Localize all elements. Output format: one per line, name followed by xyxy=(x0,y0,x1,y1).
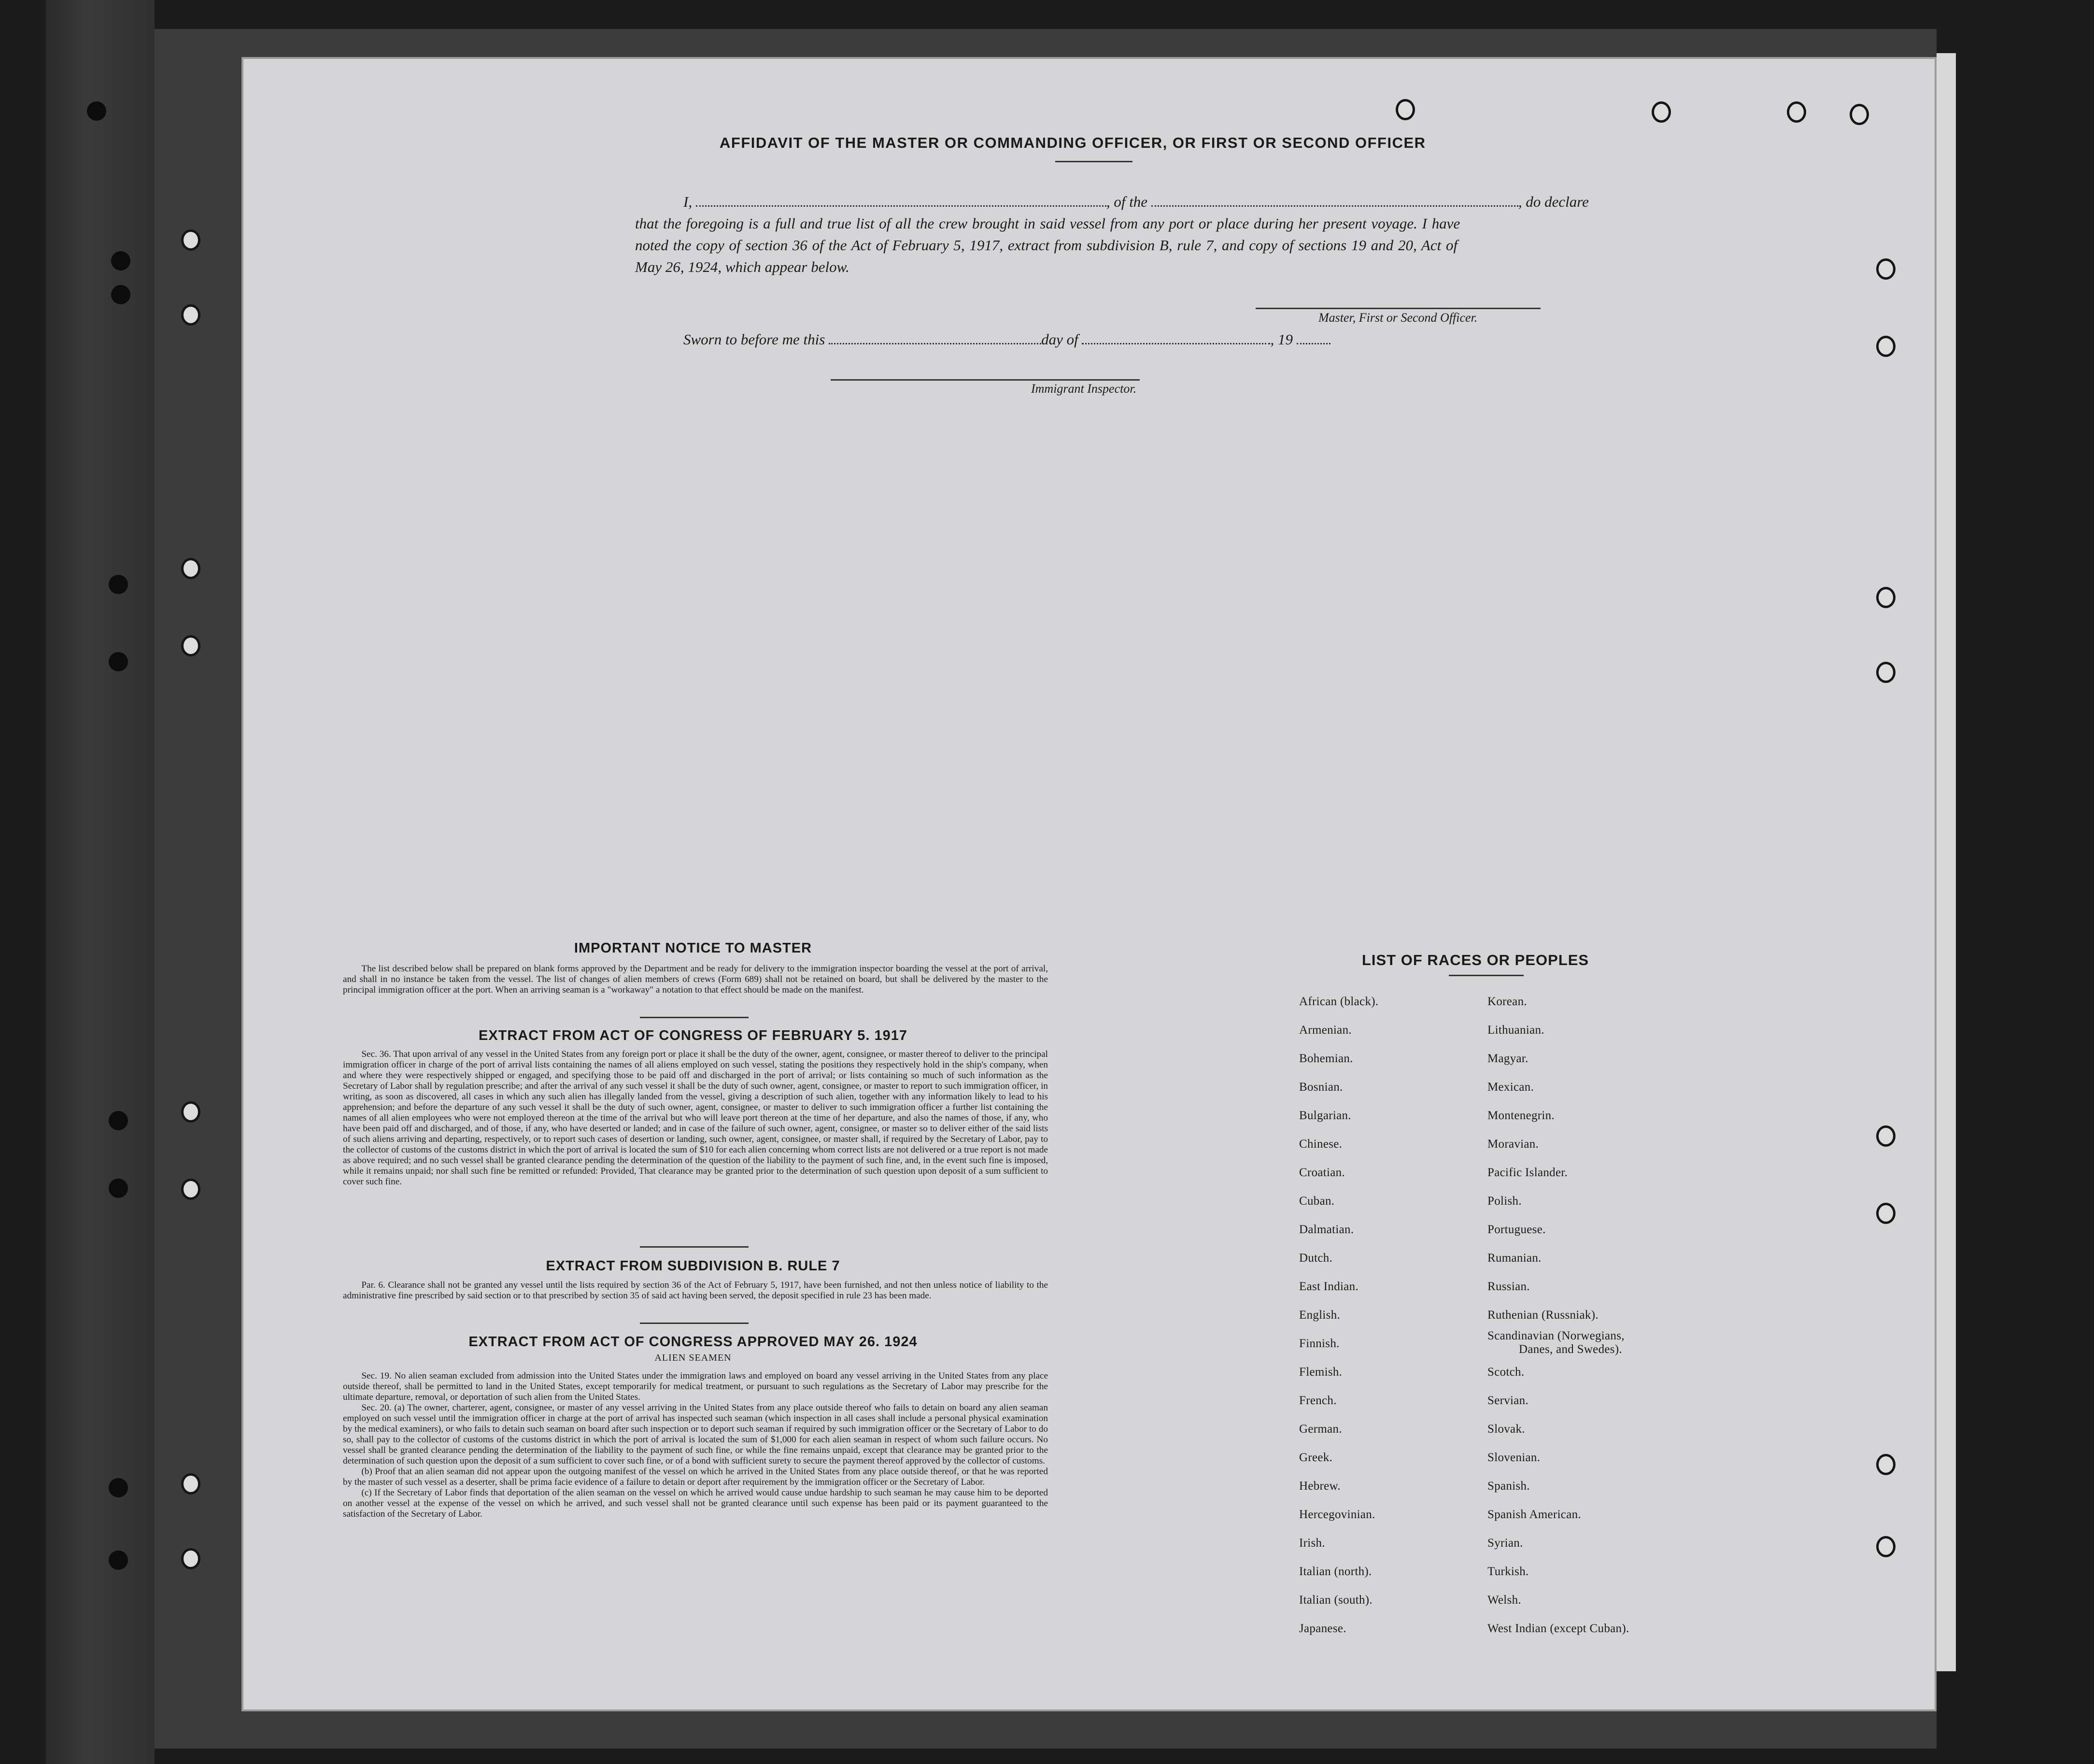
punch-hole xyxy=(1850,104,1869,125)
race-item: Chinese. xyxy=(1299,1138,1343,1151)
extract-rule7-rule xyxy=(640,1323,749,1324)
race-item: Lithuanian. xyxy=(1487,1024,1544,1037)
binder-hole xyxy=(111,251,130,270)
race-item: Dutch. xyxy=(1299,1252,1333,1265)
extract-1924-subtitle: ALIEN SEAMEN xyxy=(654,1352,732,1363)
declaration-line-2: that the foregoing is a full and true list of all the crew brought in said vessel from any port or place during her present voyage. I have xyxy=(635,215,1460,232)
binder-hole xyxy=(181,1101,200,1123)
declaration-prefix: I, xyxy=(683,193,693,210)
binder-hole xyxy=(109,575,128,594)
declaration-line-1 xyxy=(683,193,1589,211)
binder-hole xyxy=(87,101,106,121)
sworn-year: , 19 xyxy=(1270,331,1293,348)
binder-hole xyxy=(181,1473,200,1494)
master-caption: Master, First or Second Officer. xyxy=(1318,311,1478,325)
race-item: West Indian (except Cuban). xyxy=(1487,1622,1629,1635)
race-item: Croatian. xyxy=(1299,1166,1345,1179)
race-item: Syrian. xyxy=(1487,1536,1523,1550)
name-blank xyxy=(696,195,1106,207)
sworn-date-blank xyxy=(829,332,1041,344)
race-item: Japanese. xyxy=(1299,1622,1346,1635)
declaration-line-3: noted the copy of section 36 of the Act of February 5, 1917, extract from subdivision B, rule 7, and copy of sections 19 and 20, Act of xyxy=(635,237,1458,254)
binder-hole xyxy=(181,229,200,251)
binder-hole xyxy=(109,1179,128,1198)
race-item: Scotch. xyxy=(1487,1366,1525,1379)
binder-strip xyxy=(46,0,155,1764)
notice-title: IMPORTANT NOTICE TO MASTER xyxy=(574,940,812,956)
race-item: Servian. xyxy=(1487,1394,1529,1407)
binder-hole xyxy=(181,558,200,579)
race-item: French. xyxy=(1299,1394,1337,1407)
binder-hole xyxy=(181,1179,200,1200)
declaration-of-the: , of the xyxy=(1106,193,1148,210)
punch-hole xyxy=(1652,101,1671,123)
race-item: Russian. xyxy=(1487,1280,1530,1293)
binder-hole xyxy=(181,304,200,326)
extract-rule7-body: Par. 6. Clearance shall not be granted any vessel until the lists required by section 36 of the Act of February 5, 1917, have been furnished, and not then unless notice of liability to the administrative fine prescribed by said section or to that prescribed by section 35 of said act having been served, the deposit specified in rule 23 has been made. xyxy=(343,1280,1048,1301)
extract-1917-rule xyxy=(640,1246,749,1248)
extract-1924-title: EXTRACT FROM ACT OF CONGRESS APPROVED MAY 26. 1924 xyxy=(468,1334,918,1350)
race-item: Turkish. xyxy=(1487,1565,1529,1578)
extract-1917-body: Sec. 36. That upon arrival of any vessel in the United States from any foreign port or place it shall be the duty of the owner, agent, consignee, or master thereof to deliver to the principal immigration officer in charge of the port of arrival lists containing the names of all aliens employed on such vessel, stating the positions they respectively hold in the ship's company, when and where they were respectively shipped or engaged, and specifying those to be paid off and discharged in the port of arrival; or lists containing so much of such information as the Secretary of Labor shall by regulation prescribe; and after the arrival of any such vessel it shall be the duty of such owner, agent, consignee, or master to report to such immigration officer, in writing, as soon as discovered, all cases in which any such alien has illegally landed from the vessel, giving a description of such alien, together with any information likely to lead to his apprehension; and before the departure of any such vessel it shall be the duty of such owner, agent, consignee, or master to deliver to such immigration officer a further list containing the names of all alien employees who were not employed thereon at the time of the arrival but who will leave port thereon at the time of her departure, and also the names of those, if any, who have been paid off and discharged, and of those, if any, who have deserted or landed; and in case of the failure of such owner, agent, consignee, or master so to deliver either of the said lists of such aliens arriving and departing, respectively, or to report such cases of desertion or landing, such owner, agent, consignee, or master shall, if required by the Secretary of Labor, pay to the collector of customs of the customs district in which the port of arrival is located the sum of $10 for each alien concerning whom correct lists are not delivered or a true report is not made as above required; and no such vessel shall be granted clearance pending the determination of the question of the liability to the payment of such fine, and, in the event such fine is imposed, while it remains unpaid; nor shall such fine be remitted or refunded: Provided, That clearance may be granted prior to the determination of such question upon deposit of a sum sufficient to cover such fine. xyxy=(343,1049,1048,1187)
punch-hole xyxy=(1876,662,1896,683)
punch-hole xyxy=(1876,336,1896,357)
binder-hole xyxy=(109,1111,128,1130)
race-item: Polish. xyxy=(1487,1195,1522,1208)
sec-20a-text: Sec. 20. (a) The owner, charterer, agent, consignee, or master of any vessel arriving in the United States from any place outside thereof who fails to detain on board any alien seaman employed on such vessel until the immigration officer in charge at the port of arrival has inspected such seaman (which inspection in all cases shall include a personal physical examination by the medical examiners), or who fails to detain such seaman on board after such inspection or to deport such seaman if required by such immigration officer or the Secretary of Labor to do so, shall pay to the collector of customs of the customs district in which the port of arrival is located the sum of $1,000 for each alien seaman in respect of whom such failure occurs. No vessel shall be granted clearance pending the determination of the liability to the payment of such fine, or while the fine remains unpaid, except that clearance may be granted prior to the determination of such question upon the deposit of a sum sufficient to cover such fine, or of a bond with sufficient surety to secure the payment thereof approved by the collector of customs. xyxy=(343,1403,1048,1466)
race-item: Welsh. xyxy=(1487,1593,1521,1607)
inspector-caption: Immigrant Inspector. xyxy=(1031,382,1137,396)
back-sheet-edge xyxy=(1937,53,1956,1671)
extract-1917-title: EXTRACT FROM ACT OF CONGRESS OF FEBRUARY 5. 1917 xyxy=(478,1028,908,1043)
race-item: Greek. xyxy=(1299,1451,1333,1464)
race-item: Pacific Islander. xyxy=(1487,1166,1568,1179)
race-item: Hebrew. xyxy=(1299,1479,1341,1493)
race-item: Ruthenian (Russniak). xyxy=(1487,1309,1599,1322)
race-item: Rumanian. xyxy=(1487,1252,1542,1265)
title-rule xyxy=(1055,161,1132,162)
punch-hole xyxy=(1876,1203,1896,1224)
punch-hole xyxy=(1396,99,1415,120)
binder-hole xyxy=(109,652,128,671)
notice-rule xyxy=(640,1017,749,1018)
extract-1924-body xyxy=(343,1371,1048,1520)
race-item: German. xyxy=(1299,1423,1342,1436)
race-item: Magyar. xyxy=(1487,1052,1528,1065)
punch-hole xyxy=(1876,1454,1896,1475)
sec-20b-text: (b) Proof that an alien seaman did not appear upon the outgoing manifest of the vessel on which he arrived in the United States from any place outside thereof, or that he was reported by the master of such vessel as a deserter, shall be prima facie evidence of a failure to detain or deport after requirement by the immigration officer or the Secretary of Labor. xyxy=(343,1466,1048,1487)
sec-19-text: Sec. 19. No alien seaman excluded from admission into the United States under the immigration laws and employed on board any vessel arriving in the United States from any place outside thereof, shall be permitted to land in the United States, except temporarily for medical treatment, or pursuant to such regulations as the Secretary of Labor may prescribe for the ultimate departure, removal, or deportation of such alien from the United States. xyxy=(343,1371,1048,1402)
race-item: Hercegovinian. xyxy=(1299,1508,1375,1521)
race-item: English. xyxy=(1299,1309,1341,1322)
race-item: Dalmatian. xyxy=(1299,1223,1354,1236)
race-item: Cuban. xyxy=(1299,1195,1335,1208)
race-item: East Indian. xyxy=(1299,1280,1359,1293)
declaration-line-4: May 26, 1924, which appear below. xyxy=(635,258,849,275)
affidavit-title: AFFIDAVIT OF THE MASTER OR COMMANDING OFFICER, OR FIRST OR SECOND OFFICER xyxy=(720,134,1426,151)
race-item: Armenian. xyxy=(1299,1024,1352,1037)
race-item: Slovenian. xyxy=(1487,1451,1541,1464)
sworn-day: day of xyxy=(1041,331,1078,348)
race-item: Montenegrin. xyxy=(1487,1109,1555,1122)
race-item: Portuguese. xyxy=(1487,1223,1546,1236)
race-item: Mexican. xyxy=(1487,1081,1534,1094)
race-item: African (black). xyxy=(1299,995,1379,1008)
punch-hole xyxy=(1787,101,1806,123)
binder-hole xyxy=(109,1478,128,1497)
race-item: Slovak. xyxy=(1487,1423,1525,1436)
binder-hole xyxy=(181,635,200,656)
notice-body: The list described below shall be prepared on blank forms approved by the Department and be ready for delivery to the immigration inspector boarding the vessel at the port of arrival, and shall in no instance be taken from the vessel. The list of changes of alien members of crews (Form 689) shall not be retained on board, but shall be delivered by the master to the principal immigration officer at the port. When an arriving seaman is a "workaway" a notation to that effect should be made on the manifest. xyxy=(343,964,1048,995)
punch-hole xyxy=(1876,1125,1896,1147)
extract-rule7-title: EXTRACT FROM SUBDIVISION B. RULE 7 xyxy=(546,1258,840,1274)
races-title: LIST OF RACES OR PEOPLES xyxy=(1362,952,1589,968)
sworn-line xyxy=(683,331,1330,348)
race-item: Bohemian. xyxy=(1299,1052,1353,1065)
punch-hole xyxy=(1876,587,1896,608)
race-item: Scandinavian (Norwegians, xyxy=(1487,1329,1625,1342)
race-item: Italian (south). xyxy=(1299,1593,1372,1607)
sec-20c-text: (c) If the Secretary of Labor finds that deportation of the alien seaman on the vessel on which he arrived would cause undue hardship to such seaman he may cause him to be deported on another vessel at the expense of the vessel on which he arrived, and such vessel shall not be granted clearance until such expense has been paid or its payment guaranteed to the satisfaction of the Secretary of Labor. xyxy=(343,1488,1048,1519)
binder-hole xyxy=(111,285,130,304)
binder-hole xyxy=(109,1551,128,1570)
sworn-year-blank xyxy=(1297,332,1330,344)
punch-hole xyxy=(1876,1536,1896,1557)
sworn-month-blank xyxy=(1082,332,1270,344)
races-rule xyxy=(1449,975,1524,976)
race-item: Bosnian. xyxy=(1299,1081,1343,1094)
punch-hole xyxy=(1876,258,1896,280)
declaration-end: , do declare xyxy=(1518,193,1589,210)
race-item: Moravian. xyxy=(1487,1138,1539,1151)
race-item: Spanish American. xyxy=(1487,1508,1581,1521)
race-item: Korean. xyxy=(1487,995,1527,1008)
race-item: Flemish. xyxy=(1299,1366,1343,1379)
inspector-signature-line xyxy=(831,379,1140,381)
race-item: Italian (north). xyxy=(1299,1565,1372,1578)
master-signature-line xyxy=(1256,308,1541,309)
sworn-prefix: Sworn to before me this xyxy=(683,331,825,348)
race-item: Spanish. xyxy=(1487,1479,1530,1493)
race-item: Finnish. xyxy=(1299,1337,1340,1350)
binder-hole xyxy=(181,1548,200,1569)
vessel-blank xyxy=(1151,195,1518,207)
race-item: Irish. xyxy=(1299,1536,1325,1550)
race-item-continued: Danes, and Swedes). xyxy=(1519,1343,1622,1356)
race-item: Bulgarian. xyxy=(1299,1109,1351,1122)
